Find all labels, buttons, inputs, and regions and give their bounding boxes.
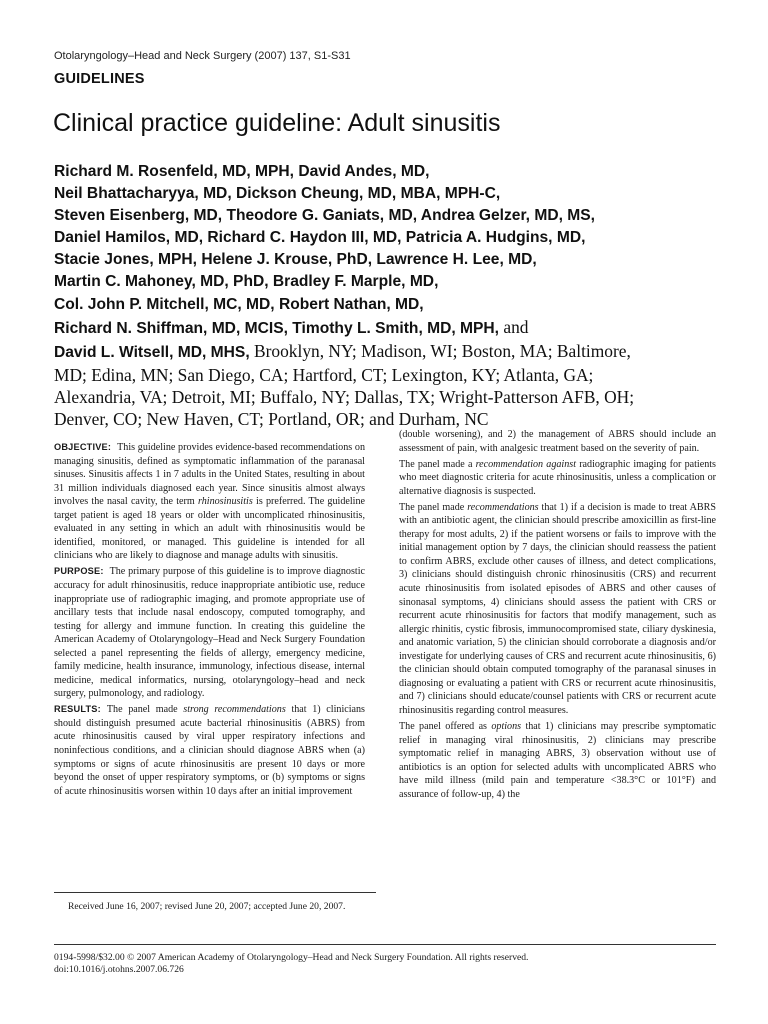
article-title: Clinical practice guideline: Adult sinusitis: [53, 109, 501, 137]
section-label: GUIDELINES: [54, 71, 145, 87]
affiliation-locations: Denver, CO; New Haven, CT; Portland, OR; and Durham, NC: [54, 409, 489, 430]
author-line: [54, 316, 734, 340]
term-italic: rhinosinusitis: [197, 496, 253, 508]
author-names: David L. Witsell, MD, MHS,: [54, 343, 250, 361]
author-line: [54, 340, 734, 364]
paragraph-pre: The panel made a: [399, 458, 473, 470]
paragraph-text: that 1) clinicians may prescribe symptomatic relief in managing viral rhinosinusitis, 2) clinicians may prescribe symptomatic relief in managing ABRS, 3) observation without use of antibiotics is an option for selected adults with uncomplicated ABRS who have mild illness (mild pain and temperature <38.3°C or 101°F) and assurance of follow-up, 4) the: [399, 720, 716, 800]
author-line: Martin C. Mahoney, MD, PhD, Bradley F. Marple, MD,: [54, 273, 439, 291]
recommendation-against-paragraph: [399, 458, 716, 499]
paragraph-pre: The panel made: [399, 501, 465, 513]
abstract-right-column: [399, 428, 716, 804]
recommendations-paragraph: [399, 501, 716, 718]
abstract-left-column: [54, 441, 365, 801]
results-text: that 1) clinicians should distinguish presumed acute bacterial rhinosinusitis (ABRS) from acute rhinosinusitis caused by viral upper respiratory infections and noninfectious conditions, and a clinician should diagnose ABRS when (a) symptoms or signs of acute rhinosinusitis are present 10 days or more beyond the onset of upper respiratory symptoms, or (b) symptoms or signs of acute rhinosinusitis worsen within 10 days after an initial improvement: [54, 704, 365, 797]
results-paragraph: [54, 703, 365, 798]
purpose-label: PURPOSE:: [54, 566, 104, 577]
author-list: [54, 161, 734, 430]
author-line: Col. John P. Mitchell, MC, MD, Robert Nathan, MD,: [54, 295, 424, 313]
term-italic: recommendation against: [475, 458, 576, 470]
author-names: Richard N. Shiffman, MD, MCIS, Timothy L. Smith, MD, MPH,: [54, 319, 500, 337]
footer-divider: [54, 944, 716, 945]
doi-link[interactable]: doi:10.1016/j.otohns.2007.06.726: [54, 964, 184, 976]
purpose-text: The primary purpose of this guideline is to improve diagnostic accuracy for adult rhinosinusitis, reduce inappropriate antibiotic use, reduce inappropriate use of radiographic imaging, and promote appropriate use of ancillary tests that include nasal endoscopy, computed tomography, and testing for allergy and immune function. In creating this guideline the American Academy of Otolaryngology–Head and Neck Surgery Foundation selected a panel representing the fields of allergy, emergency medicine, family medicine, health insurance, immunology, infectious disease, internal medicine, medical informatics, nursing, otolaryngology–head and neck surgery, pulmonology, and radiology.: [54, 566, 365, 700]
term-italic: strong recommendations: [183, 704, 286, 716]
author-line: Richard M. Rosenfeld, MD, MPH, David Andes, MD,: [54, 163, 430, 180]
term-italic: options: [491, 720, 522, 732]
author-line: Steven Eisenberg, MD, Theodore G. Ganiats, MD, Andrea Gelzer, MD, MS,: [54, 207, 595, 225]
objective-text: This guideline provides evidence-based recommendations on managing sinusitis, defined as symptomatic inflammation of the paranasal sinuses. Sinusitis affects 1 in 7 adults in the United States, resulting in about 31 million individuals diagnosed each year. Since sinusitis almost always involves the nasal cavity, the term: [54, 442, 365, 508]
options-paragraph: [399, 720, 716, 801]
purpose-paragraph: [54, 565, 365, 700]
objective-label: OBJECTIVE:: [54, 442, 112, 452]
journal-citation: Otolaryngology–Head and Neck Surgery (2007) 137, S1-S31: [54, 50, 351, 62]
conjunction: and: [499, 316, 529, 337]
paragraph-pre: The panel offered as: [399, 720, 487, 732]
objective-paragraph: [54, 441, 365, 563]
copyright-footer: [54, 952, 734, 977]
received-dates: Received June 16, 2007; revised June 20, 2007; accepted June 20, 2007.: [68, 901, 346, 912]
objective-text-2: is preferred. The guideline target patient is aged 18 years or older with uncomplicated rhinosinusitis, evaluated in any setting in which an adult with rhinosinusitis would be identified, monitored, or managed. This guideline is intended for all clinicians who are likely to diagnose and manage adults with sinusitis.: [54, 496, 365, 562]
author-line: Stacie Jones, MPH, Helene J. Krouse, PhD, Lawrence H. Lee, MD,: [54, 251, 537, 269]
author-line: Neil Bhattacharyya, MD, Dickson Cheung, MD, MBA, MPH-C,: [54, 185, 501, 203]
copyright-line: 0194-5998/$32.00 © 2007 American Academy of Otolaryngology–Head and Neck Surgery Foundation. All rights reserved.: [54, 952, 529, 963]
results-continued-paragraph: (double worsening), and 2) the management of ABRS should include an assessment of pain, with analgesic treatment based on the severity of pain.: [399, 429, 716, 454]
affiliation-locations: Brooklyn, NY; Madison, WI; Boston, MA; Baltimore,: [249, 340, 631, 361]
results-label: RESULTS:: [54, 704, 101, 715]
results-pre: The panel made: [106, 704, 178, 716]
paragraph-text: radiographic imaging for patients who meet diagnostic criteria for acute rhinosinusitis, unless a complication or alternative diagnosis is suspected.: [399, 458, 716, 497]
author-line: Daniel Hamilos, MD, Richard C. Haydon III, MD, Patricia A. Hudgins, MD,: [54, 229, 586, 247]
term-italic: recommendations: [467, 501, 539, 513]
affiliation-locations: Alexandria, VA; Detroit, MI; Buffalo, NY; Dallas, TX; Wright-Patterson AFB, OH;: [54, 386, 635, 407]
footnote-divider: [54, 892, 376, 893]
affiliation-locations: MD; Edina, MN; San Diego, CA; Hartford, CT; Lexington, KY; Atlanta, GA;: [54, 364, 594, 385]
paragraph-text: that 1) if a decision is made to treat ABRS with an antibiotic agent, the clinician should prescribe amoxicillin as first-line therapy for most adults, 2) if the patient worsens or fails to improve with the initial management option by 7 days, the clinician should reassess the patient to confirm ABRS, exclude other causes of illness, and detect complications, 3) clinicians should distinguish chronic rhinosinusitis (CRS) and recurrent acute rhinosinusitis from isolated episodes of ABRS and other causes of sinonasal symptoms, 4) clinicians should assess the patient with CRS or recurrent acute rhinosinusitis for factors that modify management, such as allergic rhinitis, cystic fibrosis, immunocompromised state, ciliary dyskinesia, and anatomic variation, 5) the clinician should corroborate a diagnosis and/or investigate for underlying causes of CRS and recurrent acute rhinosinusitis, 6) the clinician should obtain computed tomography of the paranasal sinuses in diagnosing or evaluating a patient with CRS or recurrent acute rhinosinusitis, and 7) clinicians should educate/counsel patients with CRS or recurrent acute rhinosinusitis regarding control measures.: [399, 501, 716, 716]
